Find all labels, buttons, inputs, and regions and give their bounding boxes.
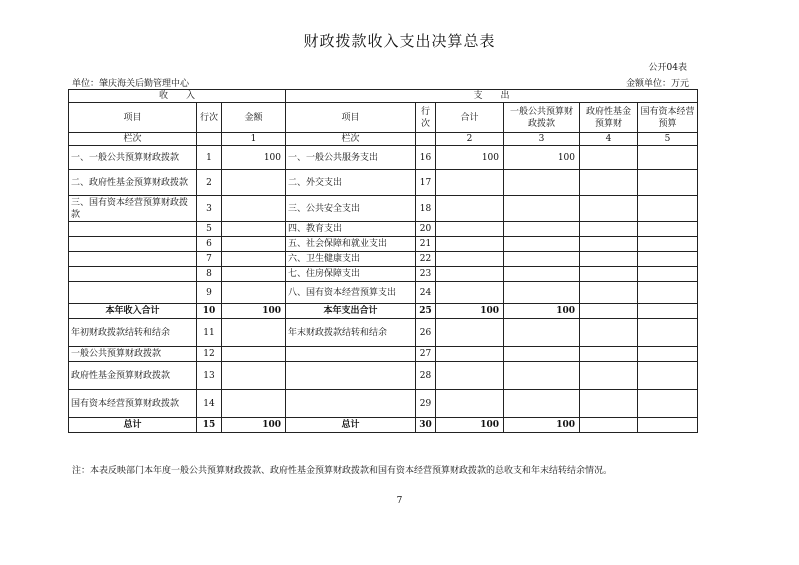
expense-general-budget-cell [504, 390, 580, 418]
income-amount-cell [222, 237, 286, 252]
expense-line-cell: 18 [416, 196, 436, 222]
expense-general-budget-cell [504, 252, 580, 267]
col-index-2: 2 [436, 133, 504, 146]
column-header-row [69, 103, 698, 133]
income-amount-cell [222, 362, 286, 390]
expense-line-cell: 27 [416, 347, 436, 362]
expense-state-capital-cell [638, 319, 698, 347]
expense-gov-fund-cell [580, 390, 638, 418]
income-item-cell [69, 282, 197, 304]
expense-item-cell [286, 347, 416, 362]
income-amount-cell [222, 170, 286, 196]
expense-state-capital-cell [638, 267, 698, 282]
expense-gov-fund-cell [580, 146, 638, 170]
expense-gov-fund-cell [580, 222, 638, 237]
income-line-cell: 14 [197, 390, 222, 418]
expense-section-header: 支 出 [286, 90, 698, 103]
expense-general-budget-cell: 100 [504, 146, 580, 170]
expense-general-budget-cell [504, 347, 580, 362]
income-item-cell: 年初财政拨款结转和结余 [69, 319, 197, 347]
income-amount-cell [222, 390, 286, 418]
income-line-cell: 10 [197, 304, 222, 319]
expense-gov-fund-cell [580, 347, 638, 362]
money-unit: 金额单位：万元 [625, 79, 689, 89]
col-index-expense-label: 栏次 [286, 133, 416, 146]
income-line-cell: 11 [197, 319, 222, 347]
income-line-cell: 2 [197, 170, 222, 196]
col-header-general-budget: 一般公共预算财政拨款 [504, 103, 580, 133]
expense-gov-fund-cell [580, 170, 638, 196]
expense-line-cell: 17 [416, 170, 436, 196]
income-amount-cell: 100 [222, 304, 286, 319]
expense-general-budget-cell [504, 267, 580, 282]
income-line-cell: 6 [197, 237, 222, 252]
page-number: 7 [396, 496, 403, 506]
expense-item-cell: 四、教育支出 [286, 222, 416, 237]
income-line-cell: 7 [197, 252, 222, 267]
expense-line-cell: 23 [416, 267, 436, 282]
income-line-cell: 9 [197, 282, 222, 304]
col-header-expense-line: 行 次 [416, 103, 436, 133]
col-index-5: 5 [638, 133, 698, 146]
expense-total-cell: 100 [436, 418, 504, 433]
income-amount-cell [222, 196, 286, 222]
expense-state-capital-cell [638, 146, 698, 170]
col-header-amount: 金额 [222, 103, 286, 133]
expense-state-capital-cell [638, 304, 698, 319]
expense-state-capital-cell [638, 252, 698, 267]
table-row [69, 362, 698, 390]
expense-total-cell: 100 [436, 304, 504, 319]
expense-item-cell: 二、外交支出 [286, 170, 416, 196]
table-row [69, 146, 698, 170]
expense-gov-fund-cell [580, 196, 638, 222]
table-row [69, 347, 698, 362]
expense-total-cell [436, 237, 504, 252]
income-amount-cell [222, 222, 286, 237]
expense-general-budget-cell: 100 [504, 418, 580, 433]
table-row [69, 319, 698, 347]
expense-state-capital-cell [638, 418, 698, 433]
expense-total-cell [436, 196, 504, 222]
income-section-header: 收 入 [69, 90, 286, 103]
income-amount-cell: 100 [222, 418, 286, 433]
income-line-cell: 13 [197, 362, 222, 390]
expense-gov-fund-cell [580, 319, 638, 347]
expense-item-cell: 七、住房保障支出 [286, 267, 416, 282]
expense-item-cell: 一、一般公共服务支出 [286, 146, 416, 170]
col-header-state-capital: 国有资本经营预算 [638, 103, 698, 133]
income-item-cell: 三、国有资本经营预算财政拨款 [69, 196, 197, 222]
expense-general-budget-cell [504, 196, 580, 222]
expense-general-budget-cell: 100 [504, 304, 580, 319]
section-header-row [69, 90, 698, 103]
expense-line-cell: 29 [416, 390, 436, 418]
col-index-1: 1 [222, 133, 286, 146]
income-amount-cell [222, 319, 286, 347]
form-number: 公开04表 [648, 63, 687, 73]
expense-line-cell: 24 [416, 282, 436, 304]
expense-item-cell [286, 362, 416, 390]
col-header-expense-item: 项目 [286, 103, 416, 133]
expense-total-cell [436, 282, 504, 304]
income-item-cell [69, 252, 197, 267]
expense-line-cell: 28 [416, 362, 436, 390]
expense-total-cell [436, 252, 504, 267]
expense-general-budget-cell [504, 319, 580, 347]
expense-item-cell: 八、国有资本经营预算支出 [286, 282, 416, 304]
expense-gov-fund-cell [580, 267, 638, 282]
expense-general-budget-cell [504, 362, 580, 390]
expense-total-cell [436, 267, 504, 282]
expense-state-capital-cell [638, 282, 698, 304]
table-row [69, 267, 698, 282]
income-item-cell [69, 237, 197, 252]
expense-total-cell [436, 390, 504, 418]
income-item-cell: 国有资本经营预算财政拨款 [69, 390, 197, 418]
expense-total-cell [436, 170, 504, 196]
expense-state-capital-cell [638, 237, 698, 252]
expense-general-budget-cell [504, 282, 580, 304]
income-amount-cell [222, 252, 286, 267]
expense-item-cell: 五、社会保障和就业支出 [286, 237, 416, 252]
col-header-income-line: 行次 [197, 103, 222, 133]
table-row [69, 418, 698, 433]
expense-item-cell: 六、卫生健康支出 [286, 252, 416, 267]
expense-state-capital-cell [638, 362, 698, 390]
income-line-cell: 5 [197, 222, 222, 237]
income-item-cell: 政府性基金预算财政拨款 [69, 362, 197, 390]
expense-state-capital-cell [638, 170, 698, 196]
income-line-cell: 3 [197, 196, 222, 222]
expense-state-capital-cell [638, 196, 698, 222]
expense-line-cell: 20 [416, 222, 436, 237]
expense-gov-fund-cell [580, 304, 638, 319]
income-amount-cell: 100 [222, 146, 286, 170]
income-item-cell: 二、政府性基金预算财政拨款 [69, 170, 197, 196]
expense-line-cell: 30 [416, 418, 436, 433]
income-amount-cell [222, 282, 286, 304]
expense-line-cell: 22 [416, 252, 436, 267]
expense-total-cell [436, 319, 504, 347]
col-index-empty [197, 133, 222, 146]
table-row [69, 304, 698, 319]
expense-line-cell: 16 [416, 146, 436, 170]
income-line-cell: 1 [197, 146, 222, 170]
expense-total-cell: 100 [436, 146, 504, 170]
table-row [69, 170, 698, 196]
income-item-cell [69, 267, 197, 282]
expense-total-cell [436, 362, 504, 390]
expense-gov-fund-cell [580, 282, 638, 304]
table-row [69, 282, 698, 304]
expense-item-cell: 本年支出合计 [286, 304, 416, 319]
budget-table [68, 89, 698, 433]
col-header-income-item: 项目 [69, 103, 197, 133]
expense-general-budget-cell [504, 222, 580, 237]
col-index-label: 栏次 [69, 133, 197, 146]
income-line-cell: 15 [197, 418, 222, 433]
expense-general-budget-cell [504, 170, 580, 196]
expense-item-cell: 总计 [286, 418, 416, 433]
column-index-row [69, 133, 698, 146]
income-item-cell: 总计 [69, 418, 197, 433]
income-amount-cell [222, 347, 286, 362]
expense-state-capital-cell [638, 222, 698, 237]
expense-gov-fund-cell [580, 418, 638, 433]
col-header-gov-fund: 政府性基金预算财 [580, 103, 638, 133]
expense-state-capital-cell [638, 347, 698, 362]
expense-state-capital-cell [638, 390, 698, 418]
income-item-cell: 本年收入合计 [69, 304, 197, 319]
expense-gov-fund-cell [580, 362, 638, 390]
income-amount-cell [222, 267, 286, 282]
col-index-3: 3 [504, 133, 580, 146]
expense-item-cell [286, 390, 416, 418]
table-row [69, 390, 698, 418]
expense-item-cell: 三、公共安全支出 [286, 196, 416, 222]
col-header-total: 合计 [436, 103, 504, 133]
table-row [69, 222, 698, 237]
page-title: 财政拨款收入支出决算总表 [303, 32, 496, 50]
income-item-cell [69, 222, 197, 237]
income-item-cell: 一、一般公共预算财政拨款 [69, 146, 197, 170]
table-row [69, 196, 698, 222]
expense-general-budget-cell [504, 237, 580, 252]
expense-line-cell: 25 [416, 304, 436, 319]
col-index-empty [416, 133, 436, 146]
table-row [69, 237, 698, 252]
income-item-cell: 一般公共预算财政拨款 [69, 347, 197, 362]
expense-gov-fund-cell [580, 237, 638, 252]
col-index-4: 4 [580, 133, 638, 146]
expense-total-cell [436, 222, 504, 237]
expense-line-cell: 26 [416, 319, 436, 347]
expense-item-cell: 年末财政拨款结转和结余 [286, 319, 416, 347]
table-row [69, 252, 698, 267]
footnote: 注：本表反映部门本年度一般公共预算财政拨款、政府性基金预算财政拨款和国有资本经营预算财政拨款的总收支和年末结转结余情况。 [72, 466, 613, 476]
unit-label: 单位：肇庆海关后勤管理中心 [72, 79, 190, 89]
expense-gov-fund-cell [580, 252, 638, 267]
income-line-cell: 8 [197, 267, 222, 282]
income-line-cell: 12 [197, 347, 222, 362]
expense-total-cell [436, 347, 504, 362]
expense-line-cell: 21 [416, 237, 436, 252]
